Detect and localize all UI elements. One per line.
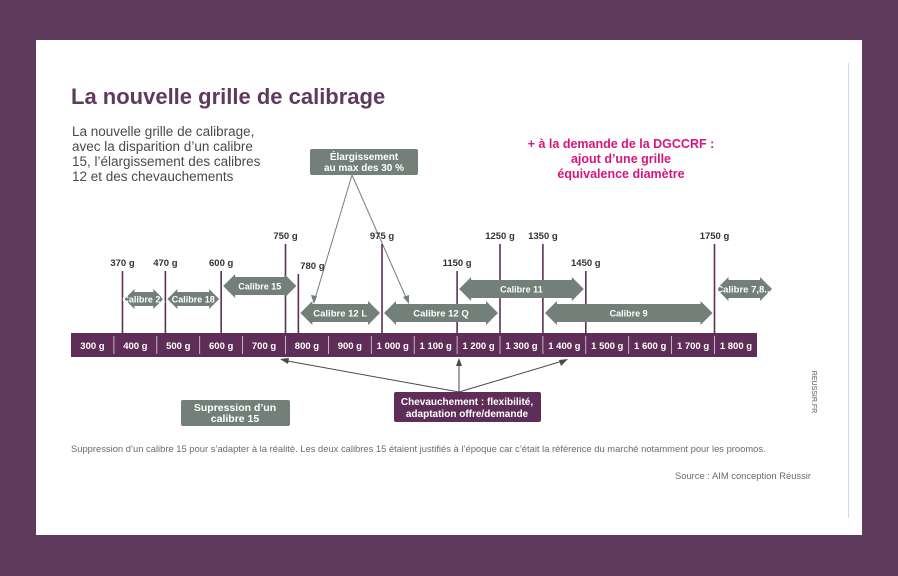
scale-tick-label: 1 200 g — [462, 341, 495, 352]
elargissement-label: Élargissement — [329, 152, 399, 163]
marker-label: 1750 g — [699, 231, 730, 242]
elargissement-label: au max des 30 % — [323, 163, 405, 174]
marker-label: 750 g — [273, 231, 298, 242]
calibre-label: Calibre 9 — [609, 308, 648, 319]
scale-tick-label: 500 g — [166, 341, 191, 352]
marker-label: 470 g — [153, 258, 178, 269]
scale-tick-label: 700 g — [251, 341, 277, 352]
chevauchement-arrow — [282, 360, 459, 392]
marker-label: 780 g — [300, 261, 325, 272]
scale-tick-label: 1 000 g — [376, 341, 409, 352]
chevauchement-label: Chevauchement : flexibilité, — [400, 397, 534, 408]
calibre-label: Calibre 12 L — [313, 308, 368, 320]
dgccrf-note — [528, 137, 715, 181]
suppression-label: calibre 15 — [210, 413, 260, 425]
subtitle-line: La nouvelle grille de calibrage, — [72, 124, 255, 139]
subtitle — [72, 124, 261, 184]
marker-label: 370 g — [110, 258, 135, 269]
calibre-label: Calibre 15 — [238, 281, 282, 292]
scale-tick-label: 600 g — [209, 341, 234, 352]
calibre-label: Calibre 21 — [122, 294, 166, 305]
suppression-label: Supression d’un — [193, 402, 277, 414]
scale-tick-label: 1 700 g — [676, 341, 710, 352]
source: Source : AIM conception Réussir — [674, 470, 811, 481]
scale-tick-label: 300 g — [80, 341, 105, 352]
dgccrf-line: ajout d’une grille — [570, 152, 672, 166]
scale-tick-label: 1 600 g — [634, 341, 667, 352]
credit-label: REUSSIR.FR — [810, 370, 817, 414]
marker-label: 600 g — [209, 258, 234, 269]
scale-tick-label: 1 800 g — [719, 341, 753, 352]
scale-tick-label: 900 g — [337, 341, 362, 352]
calibre-label: Calibre 11 — [500, 284, 543, 295]
marker-label: 1250 g — [485, 231, 515, 242]
subtitle-line: 15, l’élargissement des calibres — [72, 154, 261, 169]
marker-label: 975 g — [369, 231, 395, 242]
dgccrf-line: équivalence diamètre — [557, 167, 685, 181]
chevauchement-arrowhead — [456, 358, 462, 366]
marker-label: 1450 g — [571, 258, 601, 269]
elargissement-arrow — [314, 175, 352, 302]
marker-label: 1150 g — [442, 258, 472, 269]
calibre-label: Calibre 18 — [171, 294, 215, 305]
chevauchement-arrowhead — [559, 359, 568, 366]
marker-label: 1350 g — [528, 231, 558, 242]
page-title: La nouvelle grille de calibrage — [71, 84, 386, 109]
chevauchement-label: adaptation offre/demande — [405, 409, 529, 420]
calibre-label: Calibre 7,8... — [716, 284, 773, 296]
scale-tick-label: 800 g — [294, 341, 320, 352]
calibre-ranges — [122, 274, 772, 325]
scale-tick-label: 1 400 g — [548, 341, 581, 352]
chevauchement-arrowhead — [280, 358, 289, 364]
footnote: Suppression d’un calibre 15 pour s’adapter à la réalité. Les deux calibres 15 étaient justifiés à l’époque car c’était la référence du marché notamment pour les proomos. — [71, 443, 766, 454]
scale-tick-label: 1 300 g — [505, 341, 538, 352]
calibre-label: Calibre 12 Q — [413, 308, 469, 320]
chevauchement-arrow — [459, 360, 566, 392]
dgccrf-line: + à la demande de la DGCCRF : — [527, 137, 715, 151]
scale-tick-label: 1 100 g — [419, 341, 452, 352]
subtitle-line: avec la disparition d’un calibre — [72, 139, 253, 154]
scale-tick-label: 400 g — [123, 341, 148, 352]
subtitle-line: 12 et des chevauchements — [72, 169, 234, 184]
scale-tick-label: 1 500 g — [591, 341, 624, 352]
elargissement-arrowhead — [403, 295, 409, 304]
